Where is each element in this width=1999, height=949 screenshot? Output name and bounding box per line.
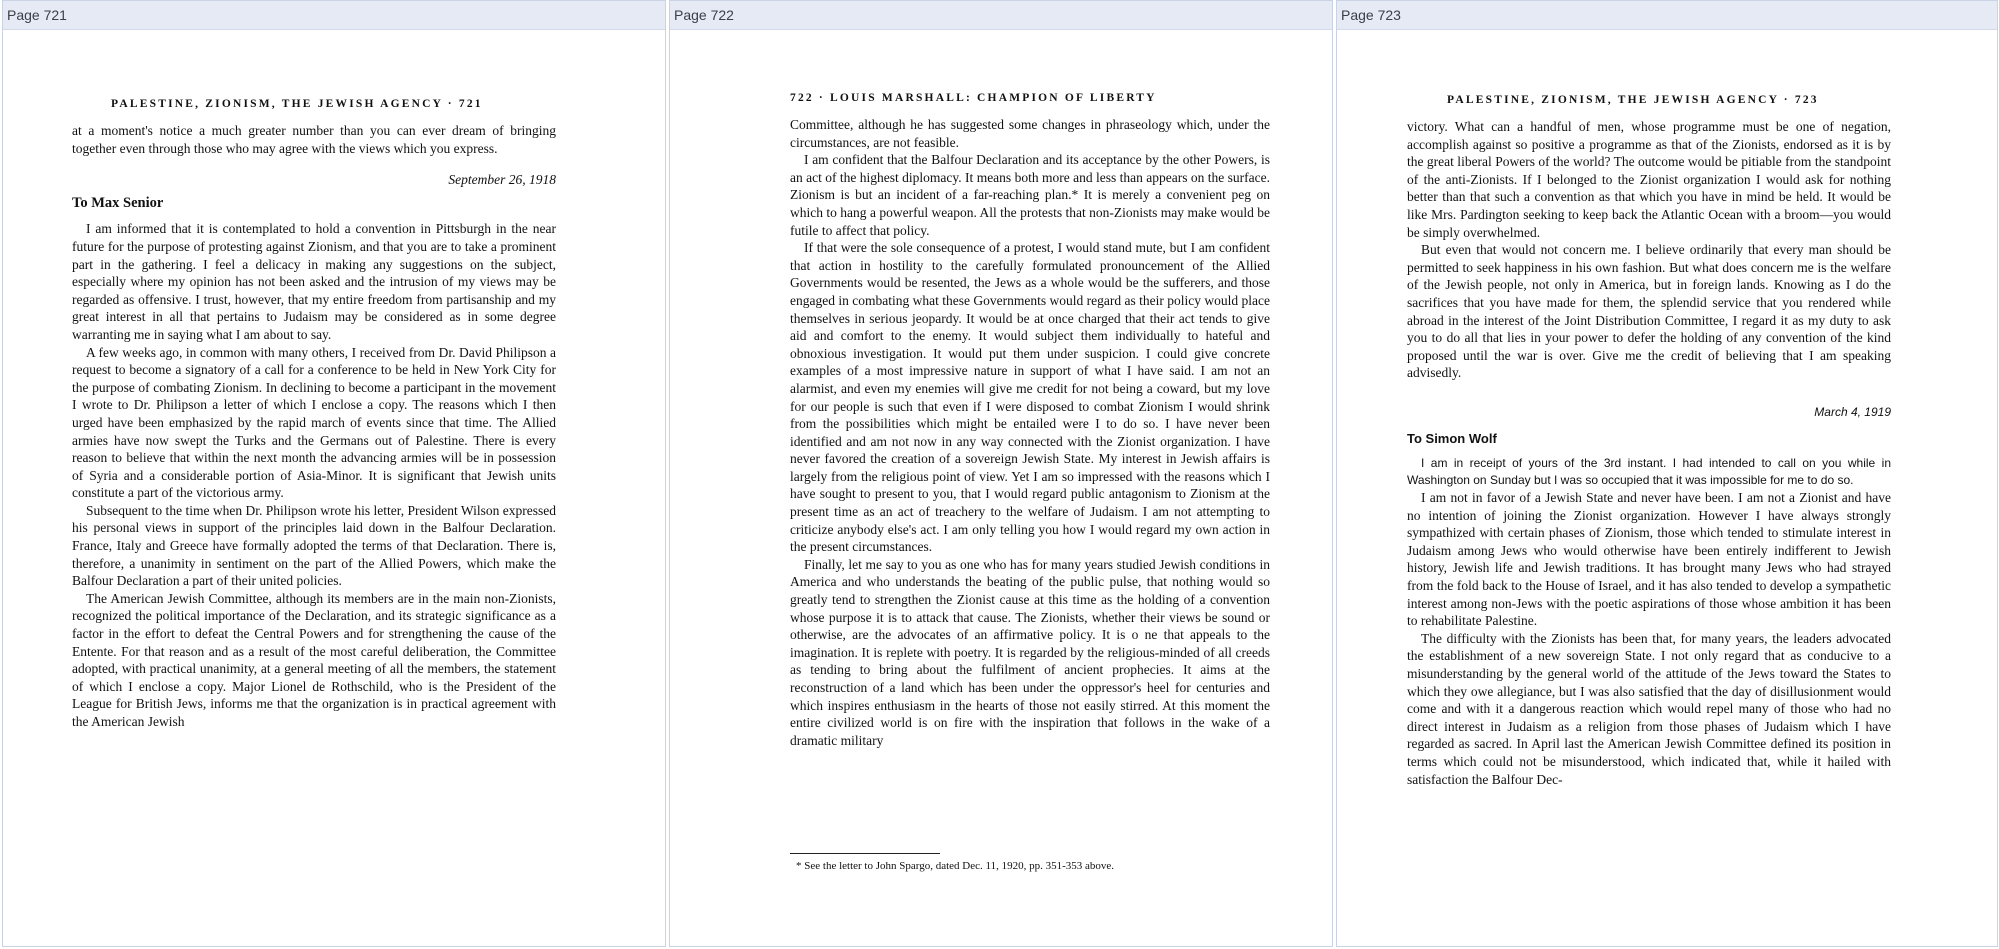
footnote-rule [790, 853, 940, 854]
page-text [1407, 118, 1891, 788]
paragraph: A few weeks ago, in common with many others, I received from Dr. David Philipson a request to become a signatory of a call for a conference to be held in New York City for the purpose of combating Zionism. In declining to become a participant in the movement I wrote to Dr. Philipson a letter of which I enclose a copy. The reasons which I then urged have been emphasized by the rapid march of events since that time. The Allied armies have now swept the Turks and the Germans out of Palestine. There is every reason to believe that within the next month the advancing armies will be in possession of Syria and a considerable portion of Asia-Minor. It is significant that Jewish units constitute a part of the victorious army. [72, 344, 556, 501]
lead-paragraph: victory. What can a handful of men, whose programme must be one of negation, accomplish against so positive a programme as that of the Zionists, endorsed as it is by the great liberal Powers of the world? The outcome would be pitiable from the standpoint of the anti-Zionists. If I belonged to the Zionist organization I would ask for nothing better than that such a convention as that which you have in mind be held. It would be like Mrs. Pardington seeking to keep back the Atlantic Ocean with a broom—you would be simply overwhelmed. [1407, 119, 1891, 240]
page-panel-723[interactable] [1336, 0, 1998, 947]
paragraph: The American Jewish Committee, although its members are in the main non-Zionists, recognized the political importance of the Declaration, and its strategic significance as a factor in the effort to defeat the Central Powers and for strengthening the cause of the Entente. For that reason and as a result of the most careful deliberation, the Committee adopted, with practical unanimity, at a general meeting of all the members, the statement of which I enclose a copy. Major Lionel de Rothschild, who is the President of the League for British Jews, informs me that the organization is in practical agreement with the American Jewish [72, 590, 556, 729]
paragraph: The difficulty with the Zionists has been that, for many years, the leaders advocated the establishment of a new sovereign State. I not only regard that as conducive to a misunderstanding by the general world of the attitude of the Jews toward the States to which they owe allegiance, but I was also satisfied that the day of disillusionment would come and with it a dangerous reaction which would repel many of those who had no direct interest in Judaism as a religion from those phases of Judaism which I have regarded as sacred. In April last the American Jewish Committee defined its position in terms which could not be misunderstood, which indicated that, while it hailed with satisfaction the Balfour Dec- [1407, 630, 1891, 787]
running-head: 722 · LOUIS MARSHALL: CHAMPION OF LIBERTY [790, 92, 1157, 104]
paragraph: I am informed that it is contemplated to hold a convention in Pittsburgh in the near future for the purpose of protesting against Zionism, and that you are to take a prominent part in the gathering. I feel a delicacy in making any suggestions on the subject, especially where my opinion has not been asked and the intrusion of my views may be regarded as offensive. I trust, however, that my entire freedom from partisanship and my great interest in all that pertains to Judaism may be considered as in some degree warranting me in saying what I am about to say. [72, 221, 556, 342]
page-panel-722[interactable] [669, 0, 1333, 947]
page-text [790, 116, 1270, 749]
footnote: * See the letter to John Spargo, dated Dec. 11, 1920, pp. 351-353 above. [796, 860, 1115, 872]
page-body-722 [670, 30, 1332, 946]
paragraph: I am confident that the Balfour Declaration and its acceptance by the other Powers, is an act of the highest diplomacy. It means both more and less than appears on the surface. Zionism is but an incident of a far-reaching plan.* It is merely a convenient peg on which to hang a powerful weapon. All the protests that non-Zionists may make would be futile to affect that policy. [790, 152, 1270, 238]
paragraph: Finally, let me say to you as one who has for many years studied Jewish conditions in America and who understands the beating of the public pulse, that nothing would so greatly tend to strengthen the Zionist cause at this time as the holding of a convention whose purpose it is to attack that cause. The Zionists, whether their views be sound or otherwise, are the advocates of an affirmative policy. It is o ne that appeals to the imagination. It is replete with poetry. It is regarded by the religious-minded of all creeds as tending to bring about the fulfilment of ancient prophecies. It aims at the reconstruction of a land which has been under the oppressor's heel for centuries and which inspires enthusiasm in the hearts of those not easily stirred. At this moment the entire civilized world is on fire with the inspiration that follows in the wake of a dramatic military [790, 556, 1270, 748]
lead-paragraph: Committee, although he has suggested some changes in phraseology which, under the circumstances, are not feasible. [790, 117, 1270, 150]
letter-recipient: To Simon Wolf [1407, 430, 1497, 446]
page-label-722: Page 722 [670, 1, 1332, 30]
lead-paragraph: at a moment's notice a much greater number than you can ever dream of bringing together even through those who may agree with the views which you express. [72, 123, 556, 156]
paragraph: I am in receipt of yours of the 3rd instant. I had intended to call on you while in Washington on Sunday but I was so occupied that it was impossible for me to do so. [1407, 456, 1891, 488]
page-label-721: Page 721 [3, 1, 665, 30]
paragraph: I am not in favor of a Jewish State and never have been. I am not a Zionist and have no intention of joining the Zionist organization. However I have always strongly sympathized with certain phases of Zionism, those which tended to stimulate interest in Judaism among Jews who would otherwise have been entirely indifferent to Jewish history, Jewish life and Jewish traditions. It has brought many Jews who had strayed from the fold back to the House of Israel, and it has also tended to develop a sympathetic interest among non-Jews with the poetic aspirations of those whose ambition it has been to rehabilitate Palestine. [1407, 490, 1891, 629]
paragraph: If that were the sole consequence of a protest, I would stand mute, but I am confident that action in hostility to the carefully formulated pronouncement of the Allied Governments would be resented, the Jews as a whole would be the sufferers, and those engaged in combating what these Governments would regard as their policy would place themselves in serious jeopardy. It would be at once charged that their act tends to give aid and comfort to the enemy. It would subject them individually to hateful and obnoxious investigation. It would put them under suspicion. I could give concrete examples of a most impressive nature in support of what I have said. I am not an alarmist, and even my enemies will give me credit for not being a coward, but my love for our people is such that even if I were disposed to combat Zionism I would shrink from the possibilities which might be entailed were I to do so. I have never been identified and am not now in any way connected with the Zionist organization. I have never favored the creation of a sovereign Jewish State. My interest in Jewish affairs is largely from the religious point of view. Yet I am so impressed with the reasons which I have sought to present to you, that I would regard public antagonism to Zionism at the present time as an act of treachery to the welfare of Judaism. I am not attempting to criticize anybody else's act. I am only telling you how I would regard my own action in the present circumstances. [790, 240, 1270, 555]
page-body-723 [1337, 30, 1997, 946]
paragraph: Subsequent to the time when Dr. Philipson wrote his letter, President Wilson expressed his personal views in support of the principles laid down in the Balfour Declaration. France, Italy and Greece have formally adopted the terms of that Declaration. There is, therefore, a unanimity in sentiment on the part of the Allied Powers, which make the Balfour Declaration a part of their united policies. [72, 502, 556, 589]
page-body-721 [3, 30, 665, 946]
page-text [72, 122, 556, 731]
letter-recipient: To Max Senior [72, 194, 164, 211]
page-panel-721[interactable] [2, 0, 666, 947]
paragraph: But even that would not concern me. I believe ordinarily that every man should be permitted to seek happiness in his own fashion. But what does concern me is the welfare of the Jewish people, not only in America, but in foreign lands. Knowing as I do the sacrifices that you have made for them, the splendid service that you rendered while abroad in the interest of the Joint Distribution Committee, I regard it as my duty to ask you to do all that lies in your power to defer the holding of any convention of the kind proposed until the war is over. Give me the credit of believing that I am speaking advisedly. [1407, 242, 1891, 381]
running-head: PALESTINE, ZIONISM, THE JEWISH AGENCY · 723 [1447, 94, 1819, 106]
letter-date: September 26, 1918 [448, 172, 556, 188]
running-head: PALESTINE, ZIONISM, THE JEWISH AGENCY · 721 [111, 98, 483, 110]
letter-date: March 4, 1919 [1814, 404, 1891, 419]
page-label-723: Page 723 [1337, 1, 1997, 30]
